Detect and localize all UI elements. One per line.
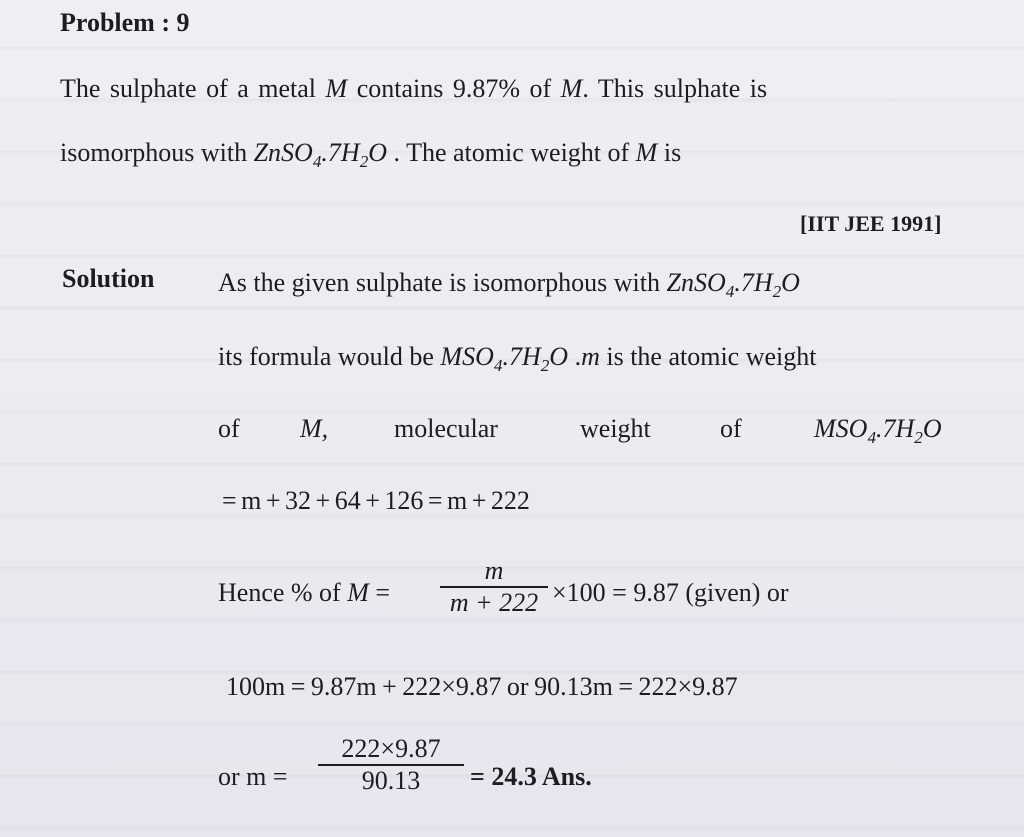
solution-line-3-word-of: of (218, 414, 240, 443)
solution-line-3-word-m: M, (300, 414, 329, 443)
equation-molecular-weight: = m + 32 + 64 + 126 = m + 222 (222, 486, 530, 515)
problem-line-1: The sulphate of a metal M contains 9.87% of M. This sulphate is (60, 74, 768, 103)
equation-final-prefix: or m = (218, 762, 288, 791)
fraction-percent (440, 556, 548, 618)
solution-label: Solution (62, 264, 155, 293)
fraction-final-denominator: 90.13 (361, 766, 421, 795)
formula-znso4: $ZnSO_4.7H_2O$ (253, 138, 388, 171)
solution-line-3-word-of-2: of (720, 414, 742, 443)
fraction-final (318, 734, 464, 796)
equation-percent-prefix: Hence % of M = (218, 578, 391, 607)
solution-line-2: its formula would be $MSO_4.7H_2O$ .m is the atomic weight (218, 342, 817, 375)
equation-linear: 100m = 9.87m + 222×9.87 or 90.13m = 222×9.87 (226, 672, 738, 701)
problem-heading: Problem : 9 (60, 8, 190, 37)
formula-mso4: $MSO_4.7H_2O$ (440, 342, 569, 375)
fraction-percent-denominator: m + 222 (449, 588, 539, 617)
final-answer: = 24.3 Ans. (470, 762, 592, 791)
solution-line-3-word-molecular: molecular (394, 414, 498, 443)
formula-znso4-solution: $ZnSO_4.7H_2O$ (666, 268, 800, 301)
fraction-percent-numerator: m (484, 556, 504, 585)
formula-mso4-line3: $MSO_4.7H_2O$ (814, 414, 942, 447)
problem-line-2: isomorphous with $ZnSO_4.7H_2O$ . The atomic weight of M is (60, 138, 682, 171)
fraction-final-numerator: 222×9.87 (341, 734, 441, 763)
equation-percent-suffix: ×100 = 9.87 (given) or (552, 578, 789, 607)
source-citation: [IIT JEE 1991] (800, 211, 942, 236)
solution-line-1: As the given sulphate is isomorphous with $ZnSO_4.7H_2O$ (218, 268, 800, 301)
solution-line-3-word-weight: weight (580, 414, 651, 443)
